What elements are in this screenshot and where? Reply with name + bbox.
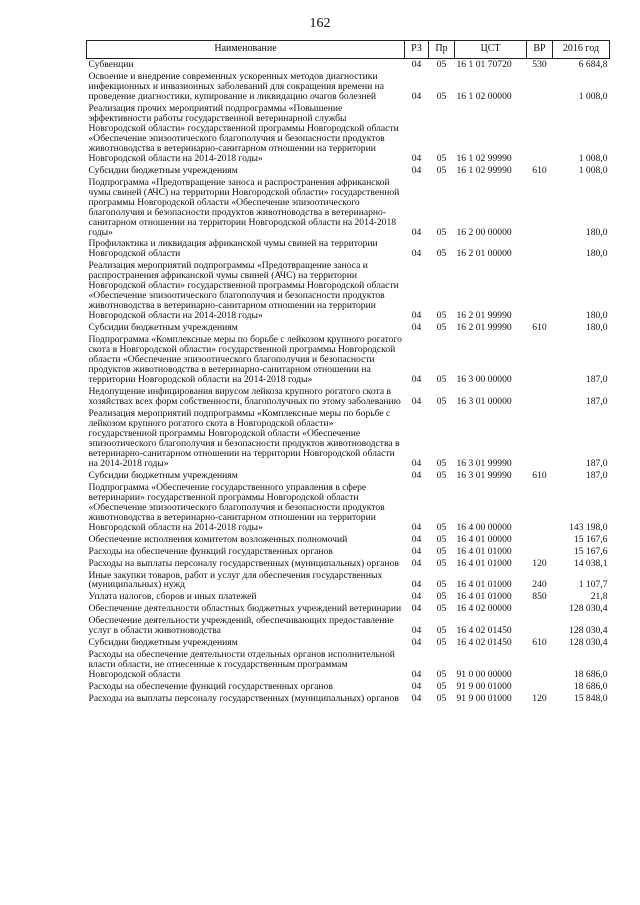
cell-name: Реализация прочих мероприятий подпрограммы «Повышение эффективности работы государственной ветеринарной службы Новгородской области» государственной программы Новгородской области «Обеспечение эпизоотического благополучия и безопасности продуктов животноводства в ветеринарно-санитарном отношении на территории Новгородской области на 2014-2018 годы»: [88, 102, 399, 164]
cell-name: Субсидии бюджетным учреждениям: [88, 469, 238, 481]
cell-rz: 04: [411, 457, 422, 469]
header-name: Наименование: [87, 41, 405, 59]
cell-amount: 187,0: [585, 396, 608, 407]
cell-amount: 128 030,4: [569, 637, 608, 649]
header-vr: ВР: [527, 41, 553, 59]
cell-rz: 04: [411, 322, 422, 334]
cell-vr: 120: [532, 693, 547, 705]
cell-pr: 05: [436, 681, 447, 693]
cell-vr: [527, 546, 553, 558]
cell-cst: 16 3 00 00000: [456, 374, 512, 386]
cell-amount: 18 686,0: [573, 669, 608, 681]
cell-cst: 16 4 00 00000: [456, 521, 512, 533]
cell-vr: [527, 260, 553, 322]
table-body: [87, 59, 610, 706]
cell-amount: 18 686,0: [573, 681, 608, 693]
table-row: [87, 103, 610, 165]
cell-vr: 610: [532, 637, 547, 649]
cell-name: Расходы на выплаты персоналу государственных (муниципальных) органов: [88, 557, 399, 569]
cell-pr: 05: [436, 591, 447, 603]
header-cst: ЦСТ: [455, 41, 527, 59]
cell-vr: [527, 386, 553, 408]
cell-amount: 180,0: [585, 310, 608, 322]
cell-name: Реализация мероприятий подпрограммы «Предотвращение заноса и распространения африканской чумы свиней (АЧС) на территории Новгородской области» государственной программы Новгородской области «Обеспечение эпизоотического благополучия и безопасности продуктов животноводства в ветеринарно-санитарном отношении на территории Новгородской области на 2014-2018 годы»: [88, 260, 399, 322]
cell-pr: 05: [436, 457, 447, 469]
cell-cst: 16 2 00 00000: [456, 226, 512, 238]
cell-vr: 240: [532, 579, 547, 591]
table-row: [87, 470, 610, 482]
cell-vr: [527, 238, 553, 260]
cell-pr: 05: [436, 545, 447, 557]
cell-pr: 05: [436, 625, 447, 637]
cell-pr: 05: [436, 396, 447, 407]
cell-amount: 1 008,0: [578, 90, 608, 102]
table-header-row: [87, 41, 610, 59]
table-row: [87, 165, 610, 177]
table-row: [87, 615, 610, 637]
cell-cst: 16 4 02 01450: [456, 637, 512, 649]
cell-amount: 143 198,0: [569, 521, 608, 533]
cell-vr: [527, 334, 553, 386]
cell-name: Освоение и внедрение современных ускоренных методов диагностики инфекционных и инвазионных заболеваний для сокращения времени на проведение диагностики, купирование и ликвидацию очагов болезней: [88, 70, 385, 102]
cell-rz: 04: [411, 557, 422, 569]
cell-cst: 16 4 01 00000: [456, 533, 512, 545]
cell-pr: 05: [436, 521, 447, 533]
cell-amount: 15 167,6: [573, 545, 608, 557]
cell-name: Расходы на выплаты персоналу государственных (муниципальных) органов: [88, 693, 399, 705]
cell-cst: 16 3 01 99990: [456, 469, 512, 481]
cell-vr: [527, 649, 553, 681]
cell-name: Субсидии бюджетным учреждениям: [88, 637, 238, 649]
cell-name: Иные закупки товаров, работ и услуг для обеспечения государственных (муниципальных) нужд: [88, 569, 383, 591]
cell-name: Обеспечение деятельности областных бюджетных учреждений ветеринарии: [88, 603, 402, 615]
header-rz: РЗ: [405, 41, 429, 59]
cell-rz: 04: [411, 374, 422, 386]
table-row: [87, 238, 610, 260]
cell-pr: 05: [436, 248, 447, 260]
header-pr: Пр: [429, 41, 455, 59]
cell-pr: 05: [436, 164, 447, 176]
cell-pr: 05: [436, 469, 447, 481]
cell-amount: 187,0: [585, 469, 608, 481]
cell-cst: 91 9 00 01000: [456, 681, 512, 693]
cell-cst: 16 2 01 99990: [456, 310, 512, 322]
cell-name: Расходы на обеспечение функций государственных органов: [88, 681, 333, 693]
cell-pr: 05: [436, 152, 447, 164]
cell-amount: 180,0: [585, 226, 608, 238]
cell-pr: 05: [436, 637, 447, 649]
cell-pr: 05: [436, 226, 447, 238]
cell-cst: 16 4 02 00000: [456, 603, 512, 615]
cell-amount: 21,8: [590, 591, 608, 603]
cell-cst: 16 4 02 01450: [456, 625, 512, 637]
cell-rz: 04: [411, 533, 422, 545]
cell-amount: 128 030,4: [569, 625, 608, 637]
cell-rz: 04: [411, 521, 422, 533]
cell-amount: 180,0: [585, 248, 608, 260]
cell-vr: [527, 408, 553, 470]
cell-vr: [527, 681, 553, 693]
cell-pr: 05: [436, 322, 447, 334]
cell-cst: 16 2 01 99990: [456, 322, 512, 334]
cell-rz: 04: [411, 603, 422, 615]
cell-name: Расходы на обеспечение функций государственных органов: [88, 545, 333, 557]
cell-vr: [527, 603, 553, 615]
cell-cst: 16 4 01 01000: [456, 545, 512, 557]
table-row: [87, 334, 610, 386]
table-row: [87, 603, 610, 615]
cell-amount: 187,0: [585, 374, 608, 386]
cell-name: Обеспечение исполнения комитетом возложенных полномочий: [88, 533, 348, 545]
cell-pr: 05: [436, 59, 447, 70]
table-row: [87, 693, 610, 705]
cell-name: Подпрограмма «Комплексные меры по борьбе с лейкозом крупного рогатого скота в Новгородской области» государственной программы Новгородской области «Обеспечение эпизоотического благополучия и безопасности продуктов животноводства в ветеринарно-санитарном отношении на территории Новгородской области на 2014-2018 годы»: [88, 334, 402, 386]
cell-rz: 04: [411, 669, 422, 681]
table-row: [87, 546, 610, 558]
cell-amount: 6 684,8: [578, 59, 608, 70]
table-row: [87, 570, 610, 592]
table-row: [87, 637, 610, 649]
cell-name: Реализация мероприятий подпрограммы «Комплексные меры по борьбе с лейкозом крупного рогатого скота в Новгородской области» государственной программы Новгородской области «Обеспечение эпизоотического благополучия и безопасности продуктов животноводства в ветеринарно-санитарном отношении на территории Новгородской области на 2014-2018 годы»: [88, 407, 400, 469]
cell-name: Обеспечение деятельности учреждений, обеспечивающих предоставление услуг в области животноводства: [88, 615, 394, 637]
cell-amount: 1 008,0: [578, 164, 608, 176]
table-row: [87, 71, 610, 103]
cell-pr: 05: [436, 579, 447, 591]
cell-rz: 04: [411, 248, 422, 260]
cell-rz: 04: [411, 90, 422, 102]
cell-rz: 04: [411, 310, 422, 322]
cell-rz: 04: [411, 693, 422, 705]
cell-name: Субсидии бюджетным учреждениям: [88, 164, 238, 176]
cell-cst: 16 1 02 99990: [456, 152, 512, 164]
cell-cst: 16 4 01 01000: [456, 579, 512, 591]
cell-rz: 04: [411, 164, 422, 176]
table-row: [87, 386, 610, 408]
cell-pr: 05: [436, 693, 447, 705]
cell-cst: 91 9 00 01000: [456, 693, 512, 705]
cell-rz: 04: [411, 579, 422, 591]
cell-rz: 04: [411, 469, 422, 481]
cell-rz: 04: [411, 59, 422, 70]
cell-name: Субсидии бюджетным учреждениям: [88, 322, 238, 334]
cell-amount: 14 038,1: [573, 557, 608, 569]
cell-amount: 1 008,0: [578, 152, 608, 164]
cell-vr: [527, 71, 553, 103]
cell-cst: 16 4 01 01000: [456, 591, 512, 603]
cell-pr: 05: [436, 310, 447, 322]
cell-name: Расходы на обеспечение деятельности отдельных органов исполнительной власти области, не отнесенные к государственным программам Новгородской области: [88, 649, 395, 681]
cell-pr: 05: [436, 603, 447, 615]
table-row: [87, 591, 610, 603]
cell-pr: 05: [436, 557, 447, 569]
cell-pr: 05: [436, 669, 447, 681]
cell-vr: [527, 534, 553, 546]
table-row: [87, 322, 610, 334]
table-row: [87, 408, 610, 470]
cell-name: Подпрограмма «Предотвращение заноса и распространения африканской чумы свиней (АЧС) на территории Новгородской области» государственной программы Новгородской области «Обеспечение эпизоотического благополучия и безопасности продуктов животноводства в ветеринарно-санитарном отношении на территории Новгородской области на 2014-2018 годы»: [88, 176, 400, 238]
cell-amount: 187,0: [585, 457, 608, 469]
cell-cst: 91 0 00 00000: [456, 669, 512, 681]
cell-pr: 05: [436, 90, 447, 102]
table-row: [87, 59, 610, 71]
cell-cst: 16 1 01 70720: [456, 59, 512, 70]
cell-name: Недопущение инфицирования вирусом лейкоза крупного рогатого скота в хозяйствах всех форм собственности, благополучных по этому заболеванию: [88, 386, 401, 407]
cell-rz: 04: [411, 152, 422, 164]
table-row: [87, 534, 610, 546]
cell-amount: 128 030,4: [569, 603, 608, 615]
cell-cst: 16 3 01 00000: [456, 396, 512, 407]
cell-cst: 16 4 01 01000: [456, 557, 512, 569]
cell-rz: 04: [411, 591, 422, 603]
table-row: [87, 558, 610, 570]
cell-vr: 120: [532, 557, 547, 569]
page-number: 162: [309, 16, 331, 31]
cell-vr: 610: [532, 164, 547, 176]
cell-rz: 04: [411, 226, 422, 238]
cell-cst: 16 1 02 99990: [456, 164, 512, 176]
cell-cst: 16 1 02 00000: [456, 90, 512, 102]
cell-rz: 04: [411, 681, 422, 693]
cell-vr: 850: [532, 591, 547, 603]
cell-name: Профилактика и ликвидация африканской чумы свиней на территории Новгородской области: [88, 238, 378, 260]
cell-rz: 04: [411, 625, 422, 637]
cell-pr: 05: [436, 374, 447, 386]
table-row: [87, 177, 610, 239]
cell-vr: [527, 482, 553, 534]
cell-name: Уплата налогов, сборов и иных платежей: [88, 591, 257, 603]
table-row: [87, 482, 610, 534]
header-year: 2016 год: [553, 41, 610, 59]
cell-rz: 04: [411, 637, 422, 649]
cell-name: Субвенции: [88, 59, 134, 70]
table-row: [87, 681, 610, 693]
cell-pr: 05: [436, 533, 447, 545]
cell-vr: 610: [532, 322, 547, 334]
cell-vr: 610: [532, 469, 547, 481]
cell-vr: [527, 103, 553, 165]
budget-table: [86, 40, 610, 705]
table-row: [87, 260, 610, 322]
cell-cst: 16 3 01 99990: [456, 457, 512, 469]
cell-vr: [527, 177, 553, 239]
cell-vr: 530: [532, 59, 547, 70]
cell-amount: 15 848,0: [573, 693, 608, 705]
cell-name: Подпрограмма «Обеспечение государственного управления в сфере ветеринарии» государственной программы Новгородской области «Обеспечение эпизоотического благополучия и безопасности продуктов животноводства в ветеринарно-санитарном отношении на территории Новгородской области на 2014-2018 годы»: [88, 481, 385, 533]
cell-rz: 04: [411, 545, 422, 557]
cell-amount: 1 107,7: [578, 579, 608, 591]
cell-rz: 04: [411, 396, 422, 407]
cell-vr: [527, 615, 553, 637]
cell-amount: 15 167,6: [573, 533, 608, 545]
table-row: [87, 649, 610, 681]
cell-cst: 16 2 01 00000: [456, 248, 512, 260]
cell-amount: 180,0: [585, 322, 608, 334]
